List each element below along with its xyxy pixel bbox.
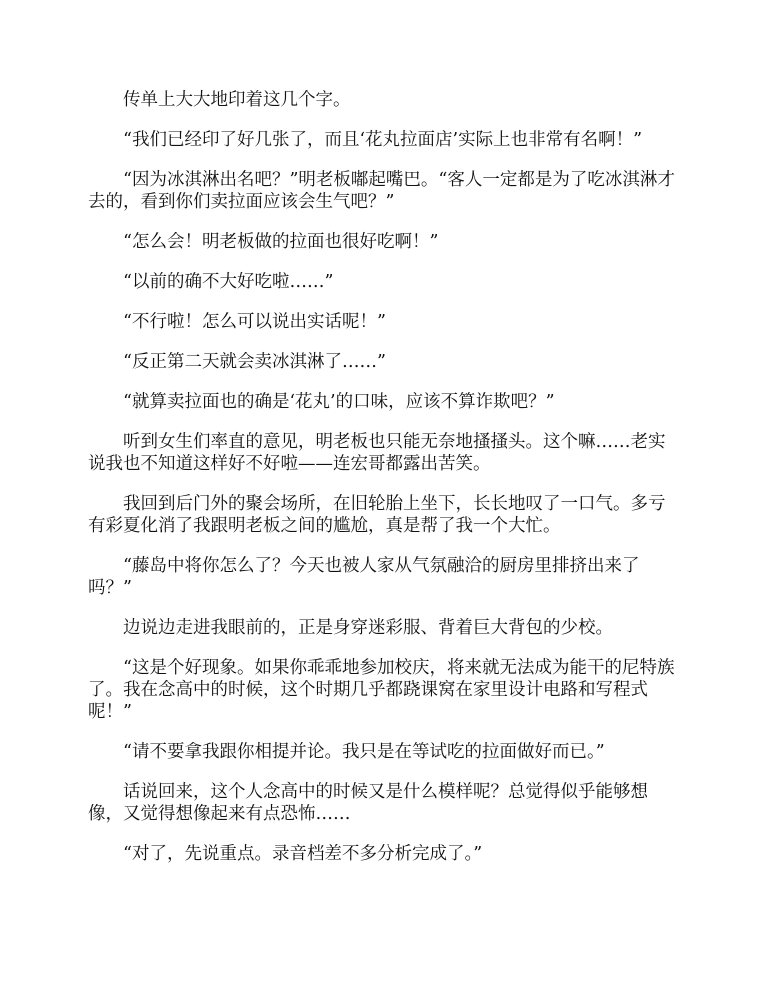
paragraph: “怎么会！明老板做的拉面也很好吃啊！” — [123, 232, 439, 252]
paragraph: “不行啦！怎么可以说出实话呢！” — [123, 312, 386, 332]
paragraph: “我们已经印了好几张了，而且‘花丸拉面店’实际上也非常有名啊！” — [123, 130, 643, 150]
paragraph: “反正第二天就会卖冰淇淋了……” — [123, 352, 386, 372]
paragraph: “因为冰淇淋出名吧？”明老板嘟起嘴巴。“客人一定都是为了吃冰淇淋才去的，看到你们卖拉面应该会生气吧？” — [88, 170, 675, 212]
paragraph: 传单上大大地印着这几个字。 — [123, 90, 351, 110]
paragraph: “对了，先说重点。录音档差不多分析完成了。” — [123, 844, 483, 864]
paragraph: “这是个好现象。如果你乖乖地参加校庆，将来就无法成为能干的尼特族了。我在念高中的时候，这个时期几乎都跷课窝在家里设计电路和写程式呢！” — [88, 658, 675, 722]
paragraph: 我回到后门外的聚会场所，在旧轮胎上坐下，长长地叹了一口气。多亏有彩夏化消了我跟明老板之间的尴尬，真是帮了我一个大忙。 — [88, 494, 666, 536]
paragraph: “就算卖拉面也的确是‘花丸’的口味，应该不算诈欺吧？” — [123, 392, 555, 412]
paragraph: “藤岛中将你怎么了？今天也被人家从气氛融洽的厨房里排挤出来了吗？” — [88, 556, 640, 598]
paragraph: 听到女生们率直的意见，明老板也只能无奈地搔搔头。这个嘛……老实说我也不知道这样好不好啦——连宏哥都露出苦笑。 — [88, 432, 666, 474]
paragraph: “以前的确不大好吃啦……” — [123, 272, 334, 292]
paragraph: 话说回来，这个人念高中的时候又是什么模样呢？总觉得似乎能够想像，又觉得想像起来有点恐怖…… — [88, 782, 648, 824]
document-body — [88, 89, 678, 883]
paragraph: 边说边走进我眼前的，正是身穿迷彩服、背着巨大背包的少校。 — [123, 618, 613, 638]
paragraph: “请不要拿我跟你相提并论。我只是在等试吃的拉面做好而已。” — [123, 742, 605, 762]
